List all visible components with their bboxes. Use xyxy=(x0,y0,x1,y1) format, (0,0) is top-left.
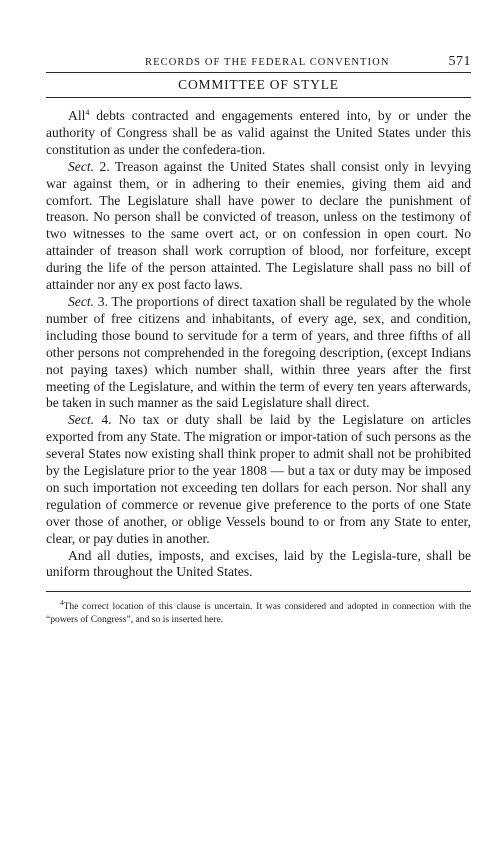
paragraph-sect-4 xyxy=(46,412,471,547)
running-title: RECORDS OF THE FEDERAL CONVENTION xyxy=(144,57,390,68)
header-rule xyxy=(46,72,471,73)
footnote-paragraph xyxy=(46,601,471,626)
footnote-marker: 4 xyxy=(85,108,90,117)
footnote-number: 4 xyxy=(60,599,64,608)
paragraph-text: 2. Treason against the United States shall consist only in levying war against them, or in adhering to their enemies, giving them aid and comfort. The Legislature shall have power to declare the punishment of treason. No person shall be convicted of treason, unless on the testimony of two witnesses to the same overt act, or on confession in open court. No attainder of treason shall work corruption of blood, nor forfeiture, except during the life of the person attainted. The Legislature shall pass no bill of attainder nor any ex post facto laws. xyxy=(46,158,471,293)
footnote-text: The correct location of this clause is uncertain. It was considered and adopted in connection with the “powers of Congress”, and so is inserted here. xyxy=(46,601,471,625)
paragraph-text: 4. No tax or duty shall be laid by the Legislature on articles exported from any State. The migration or impor-tation of such persons as the several States now existing shall think proper to admit shall not be prohibited by the Legislature prior to the year 1808 — but a tax or duty may be imposed on such importation not exceeding ten dollars for each person. Nor shall any regulation of commerce or revenue give preference to the ports of one State over those of another, or oblige Vessels bound to or from any State to enter, clear, or pay duties in another. xyxy=(46,412,471,546)
paragraph-duties xyxy=(46,548,471,582)
paragraph-sect-2 xyxy=(46,159,471,294)
sect-label: Sect. xyxy=(68,158,95,174)
running-header xyxy=(46,54,471,72)
paragraph-text: And all duties, imposts, and excises, laid by the Legisla-ture, shall be uniform throughout the United States. xyxy=(46,547,471,580)
body-text xyxy=(46,108,471,581)
page-number: 571 xyxy=(448,54,471,69)
paragraph-debts xyxy=(46,108,471,159)
paragraph-text: debts contracted and engagements entered into, by or under the authority of Congress shall be as valid against the United States under this constitution as under the confedera-tion. xyxy=(46,108,471,157)
section-rule xyxy=(46,97,471,98)
sect-label: Sect. xyxy=(68,412,95,428)
section-title: COMMITTEE OF STYLE xyxy=(178,77,339,92)
paragraph-text: 3. The proportions of direct taxation shall be regulated by the whole number of free citizens and inhabitants, of every age, sex, and condition, including those bound to servitude for a term of years, and three fifths of all other persons not comprehended in the foregoing description, (except Indians not paying taxes) which number shall, within three years after the first meeting of the Legislature, and within the term of every ten years afterwards, be taken in such manner as the said Legislature shall direct. xyxy=(46,293,471,411)
paragraph-sect-3 xyxy=(46,294,471,412)
paragraph-lead: All xyxy=(68,108,86,123)
footnote xyxy=(46,601,471,626)
footnote-rule xyxy=(46,591,471,592)
sect-label: Sect. xyxy=(68,293,95,309)
document-page xyxy=(46,54,471,626)
